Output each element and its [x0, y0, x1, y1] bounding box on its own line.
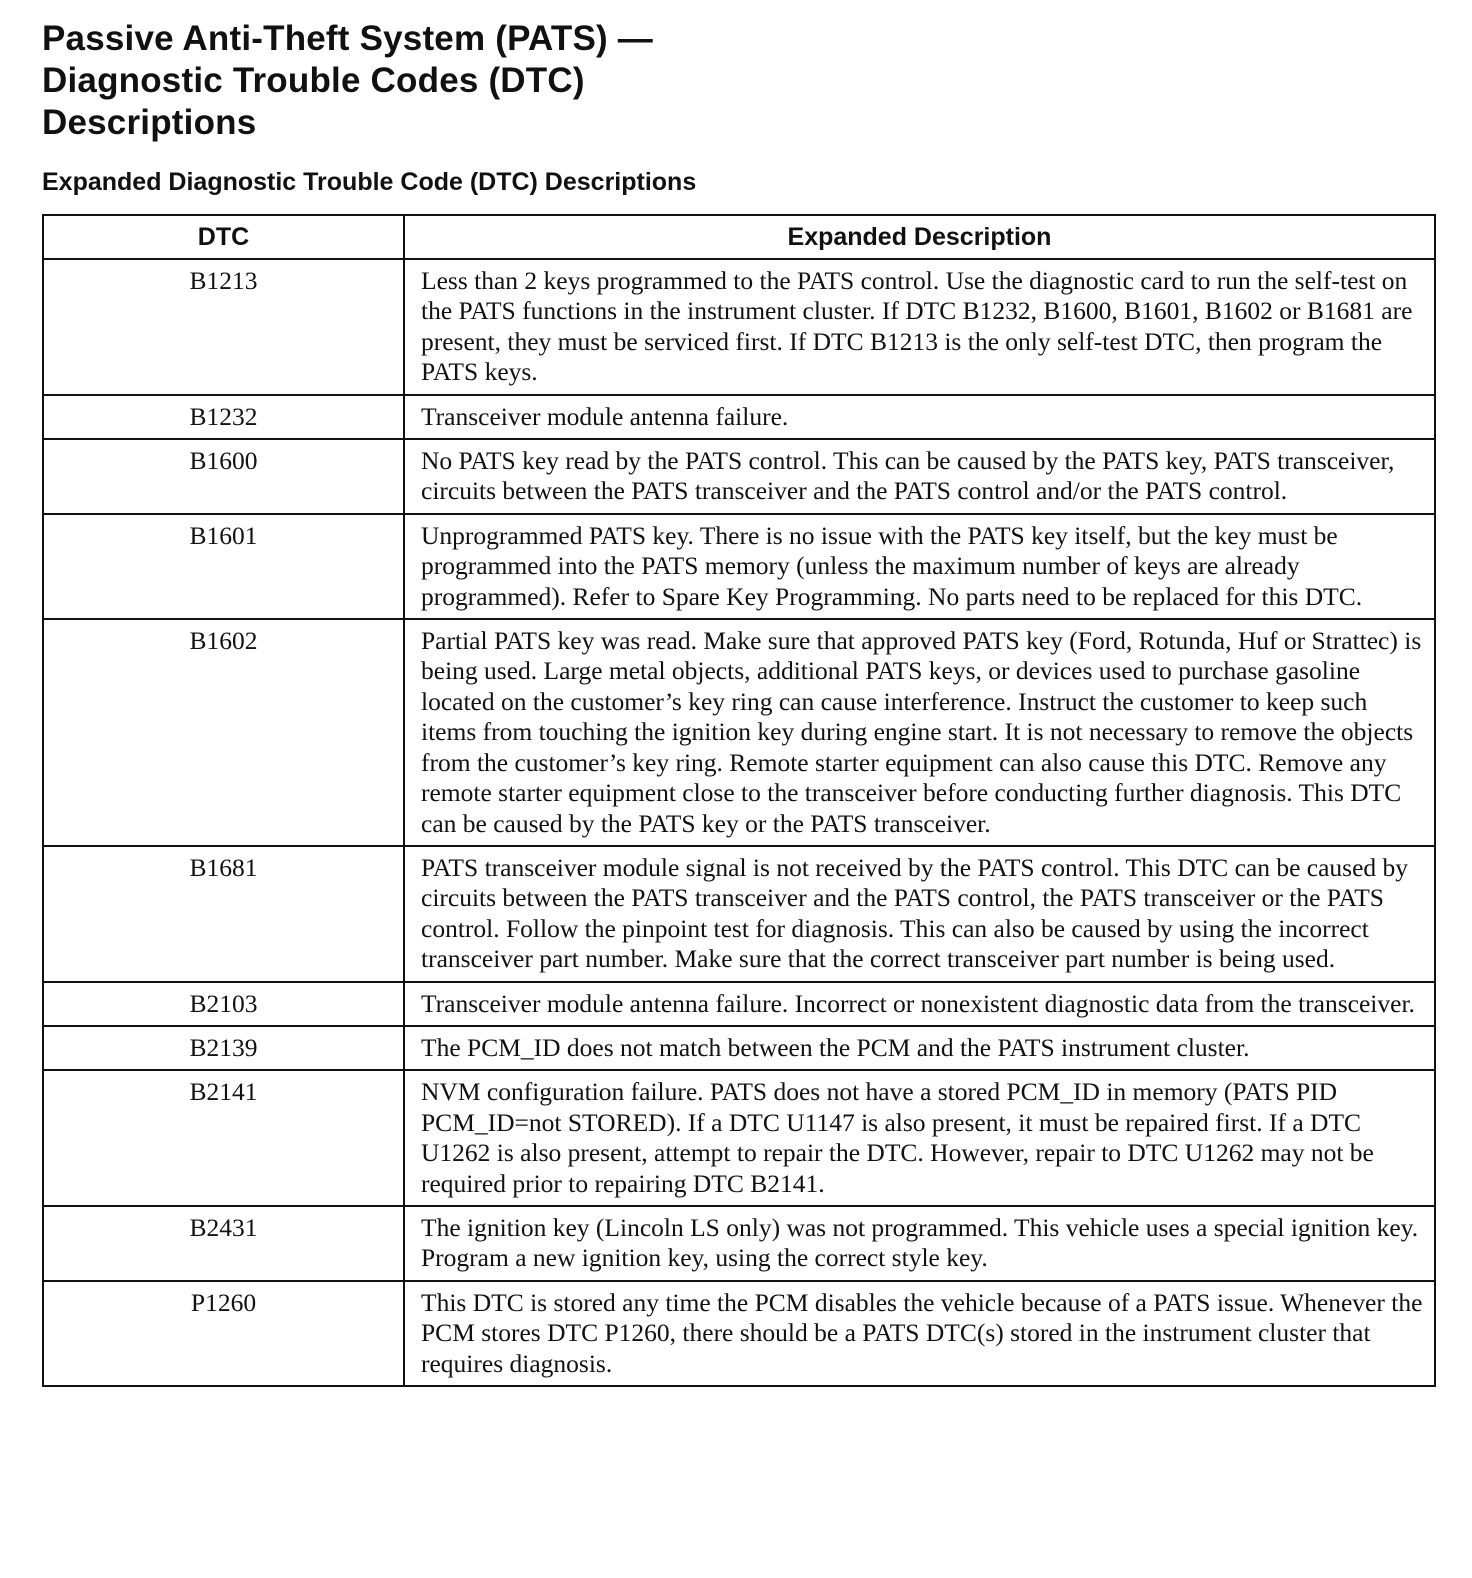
dtc-description-cell: Transceiver module antenna failure. Incorrect or nonexistent diagnostic data from the transceiver. [404, 982, 1435, 1026]
dtc-code-cell: B1681 [43, 846, 404, 982]
dtc-description-cell: The ignition key (Lincoln LS only) was not programmed. This vehicle uses a special ignition key. Program a new ignition key, using the correct style key. [404, 1206, 1435, 1281]
dtc-description-cell: No PATS key read by the PATS control. This can be caused by the PATS key, PATS transceiver, circuits between the PATS transceiver and the PATS control and/or the PATS control. [404, 439, 1435, 514]
dtc-description-cell: This DTC is stored any time the PCM disables the vehicle because of a PATS issue. Whenever the PCM stores DTC P1260, there should be a PATS DTC(s) stored in the instrument cluster that requires diagnosis. [404, 1281, 1435, 1386]
table-row [43, 514, 1435, 619]
section-heading: Expanded Diagnostic Trouble Code (DTC) Descriptions [42, 168, 697, 196]
dtc-code-cell: B2431 [43, 1206, 404, 1281]
table-row [43, 395, 1435, 439]
table-row [43, 846, 1435, 982]
dtc-code-cell: B1232 [43, 395, 404, 439]
dtc-description-cell: PATS transceiver module signal is not received by the PATS control. This DTC can be caused by circuits between the PATS transceiver and the PATS control, the PATS transceiver or the PATS control. Follow the pinpoint test for diagnosis. This can also be caused by using the incorrect transceiver part number. Make sure that the correct transceiver part number is being used. [404, 846, 1435, 982]
table-row [43, 1070, 1435, 1206]
dtc-code-cell: B1601 [43, 514, 404, 619]
page-title-line-3: Descriptions [42, 103, 257, 142]
page-title-line-2: Diagnostic Trouble Codes (DTC) [42, 61, 585, 100]
table-row [43, 1206, 1435, 1281]
dtc-code-cell: P1260 [43, 1281, 404, 1386]
page-title-line-1: Passive Anti-Theft System (PATS) — [42, 19, 653, 58]
table-row [43, 982, 1435, 1026]
dtc-code-cell: B2141 [43, 1070, 404, 1206]
page-title [42, 18, 653, 144]
dtc-code-cell: B2139 [43, 1026, 404, 1070]
dtc-description-cell: Partial PATS key was read. Make sure that approved PATS key (Ford, Rotunda, Huf or Strattec) is being used. Large metal objects, additional PATS keys, or devices used to purchase gasoline located on the customer’s key ring can cause interference. Instruct the customer to keep such items from touching the ignition key during engine start. It is not necessary to remove the objects from the customer’s key ring. Remote starter equipment can also cause this DTC. Remove any remote starter equipment close to the transceiver before conducting further diagnosis. This DTC can be caused by the PATS key or the PATS transceiver. [404, 619, 1435, 846]
dtc-code-cell: B1600 [43, 439, 404, 514]
dtc-table [42, 214, 1436, 1387]
table-row [43, 259, 1435, 395]
dtc-description-cell: Transceiver module antenna failure. [404, 395, 1435, 439]
table-header-row [43, 215, 1435, 259]
column-header-description: Expanded Description [404, 215, 1435, 259]
dtc-code-cell: B2103 [43, 982, 404, 1026]
table-row [43, 1281, 1435, 1386]
dtc-code-cell: B1213 [43, 259, 404, 395]
dtc-code-cell: B1602 [43, 619, 404, 846]
dtc-description-cell: Unprogrammed PATS key. There is no issue with the PATS key itself, but the key must be programmed into the PATS memory (unless the maximum number of keys are already programmed). Refer to Spare Key Programming. No parts need to be replaced for this DTC. [404, 514, 1435, 619]
table-row [43, 619, 1435, 846]
table-row [43, 439, 1435, 514]
dtc-description-cell: The PCM_ID does not match between the PCM and the PATS instrument cluster. [404, 1026, 1435, 1070]
dtc-description-cell: Less than 2 keys programmed to the PATS control. Use the diagnostic card to run the self-test on the PATS functions in the instrument cluster. If DTC B1232, B1600, B1601, B1602 or B1681 are present, they must be serviced first. If DTC B1213 is the only self-test DTC, then program the PATS keys. [404, 259, 1435, 395]
table-row [43, 1026, 1435, 1070]
column-header-dtc: DTC [43, 215, 404, 259]
dtc-description-cell: NVM configuration failure. PATS does not have a stored PCM_ID in memory (PATS PID PCM_ID=not STORED). If a DTC U1147 is also present, it must be repaired first. If a DTC U1262 is also present, attempt to repair the DTC. However, repair to DTC U1262 may not be required prior to repairing DTC B2141. [404, 1070, 1435, 1206]
